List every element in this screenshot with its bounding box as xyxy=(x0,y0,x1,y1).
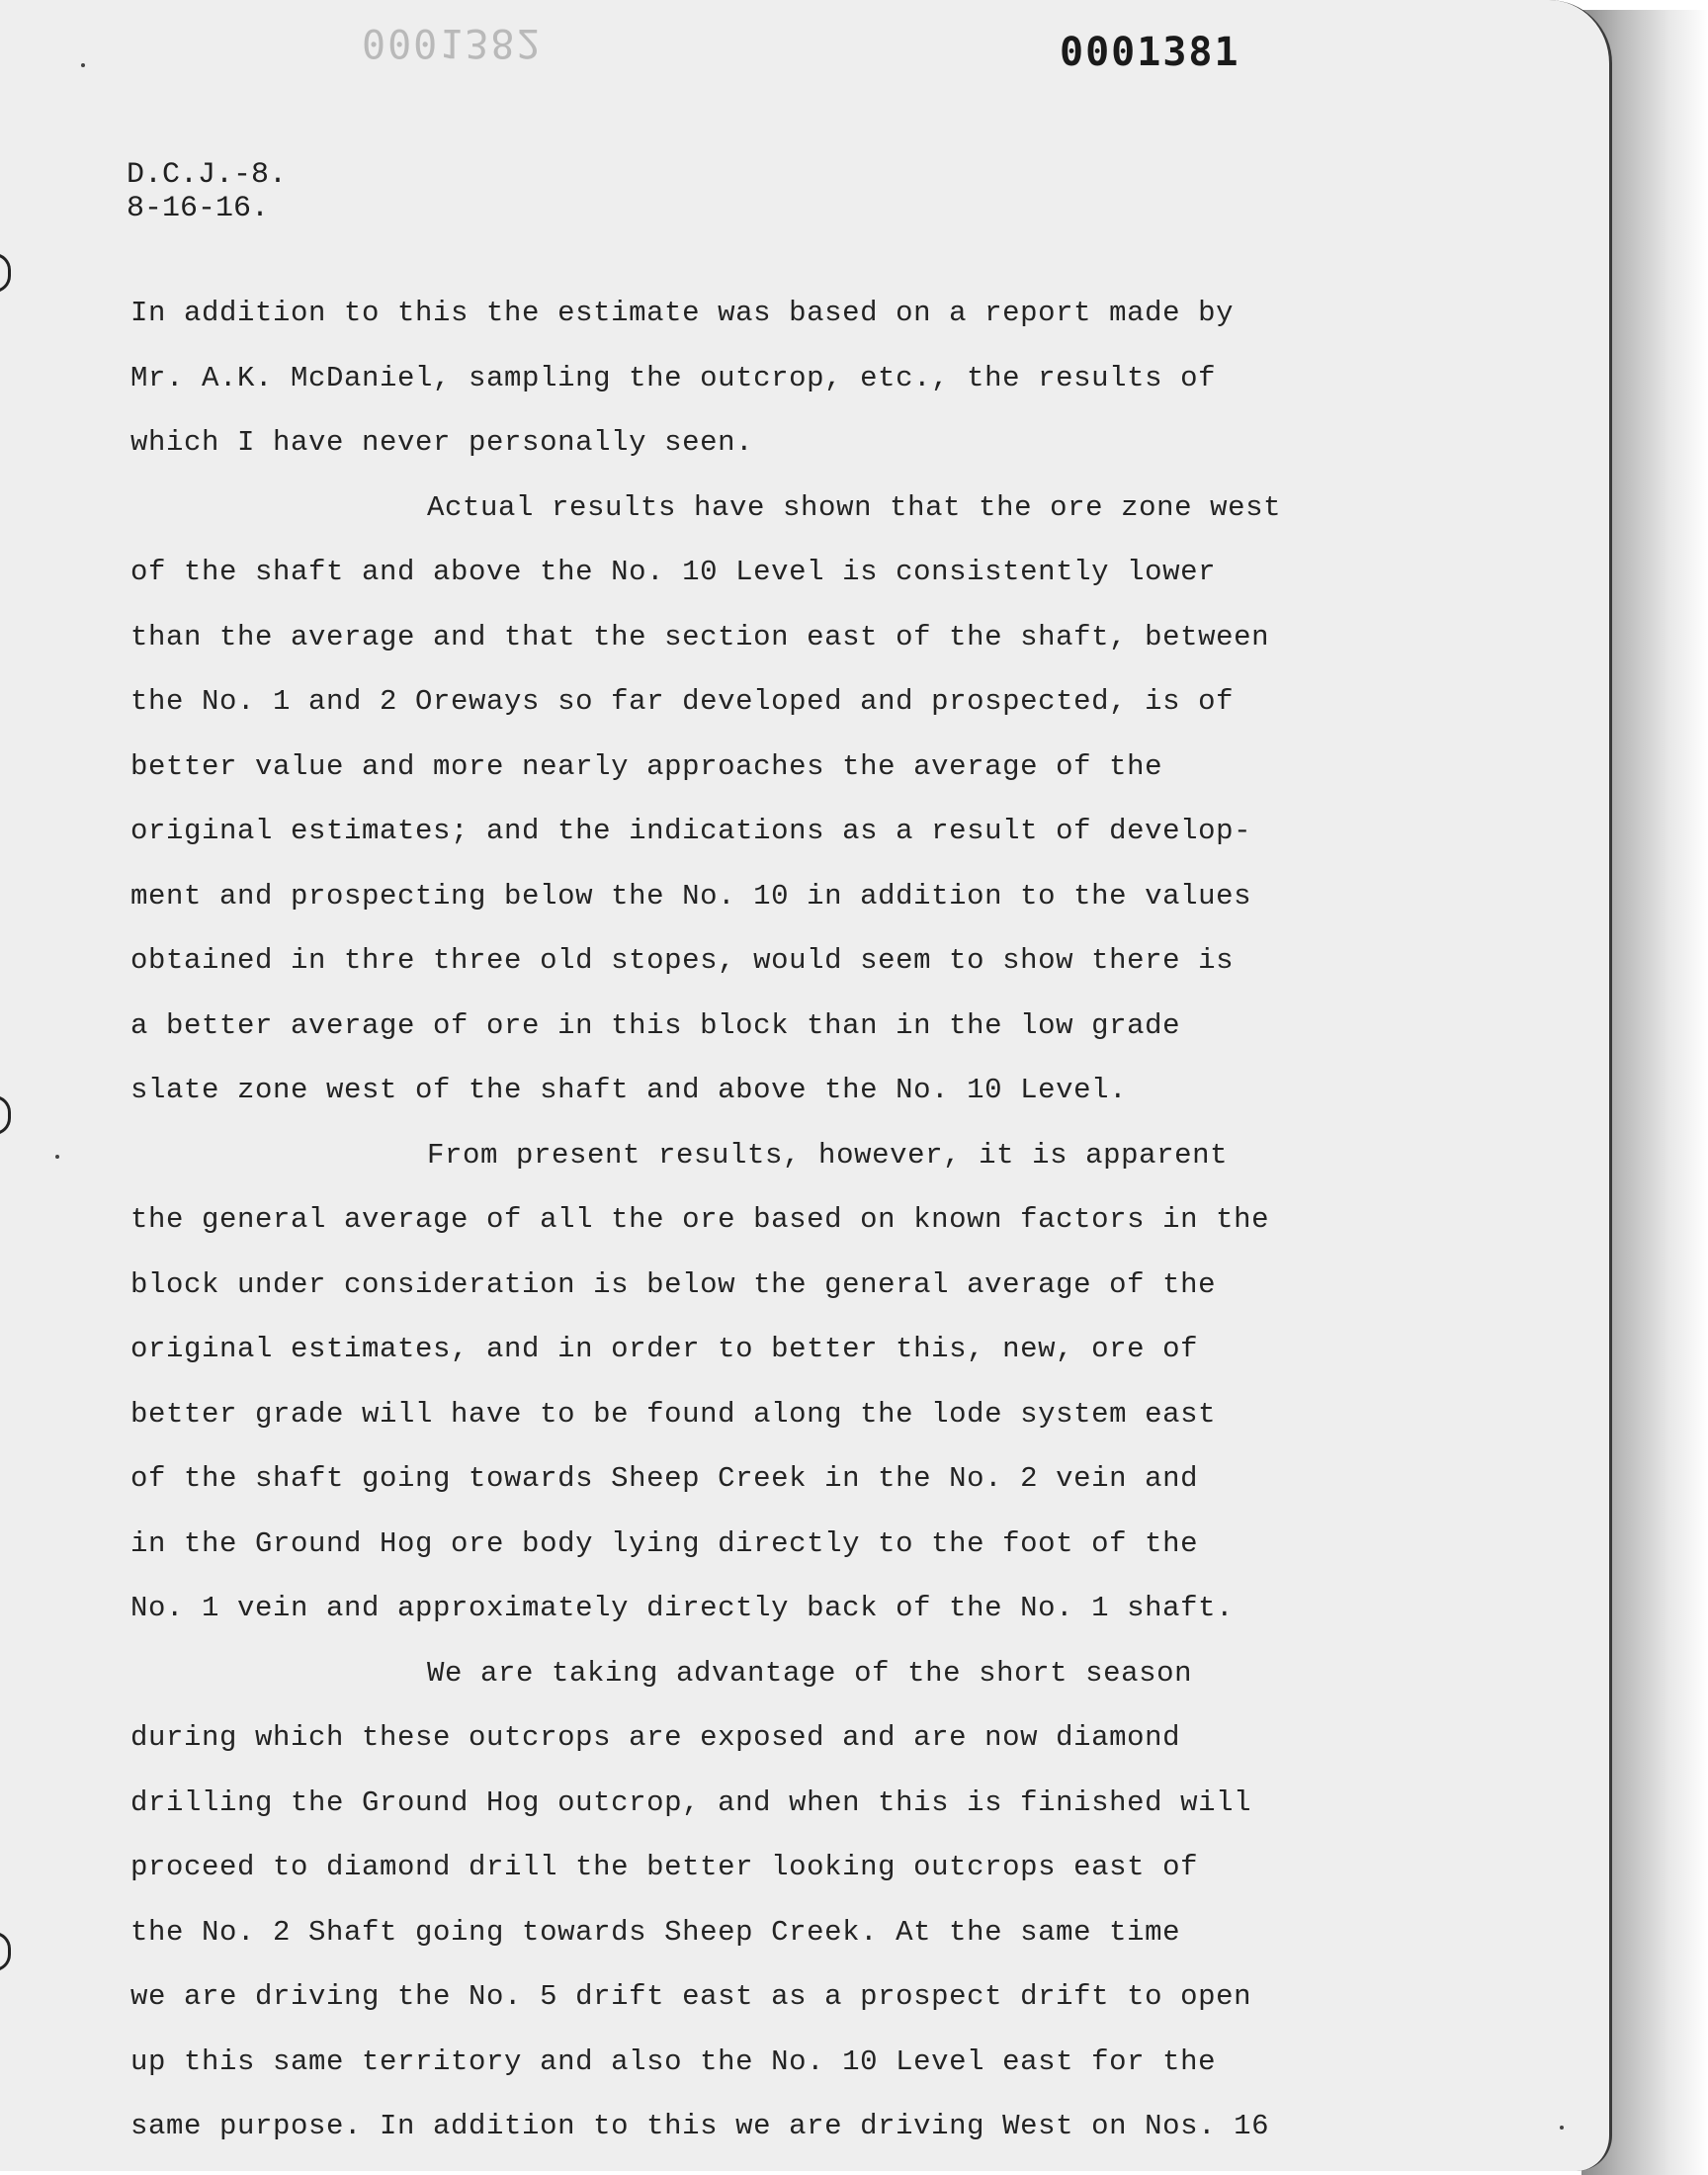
bates-stamp: 0001381 xyxy=(1060,30,1240,75)
text-line: original estimates; and the indications as a result of develop- xyxy=(130,815,1252,847)
text-line: than the average and that the section east of the shaft, between xyxy=(130,620,1270,653)
text-line: block under consideration is below the general average of the xyxy=(130,1267,1217,1301)
text-line: the No. 2 Shaft going towards Sheep Creek. At the same time xyxy=(130,1915,1181,1949)
text-line: better grade will have to be found along the lode system east xyxy=(130,1397,1217,1431)
text-line: Actual results have shown that the ore zone west xyxy=(427,490,1282,524)
text-line: better value and more nearly approaches the average of the xyxy=(130,749,1163,783)
text-line: From present results, however, it is apparent xyxy=(427,1138,1229,1172)
speck xyxy=(1560,2126,1564,2130)
text-line: of the shaft going towards Sheep Creek in the No. 2 vein and xyxy=(130,1462,1199,1495)
document-body xyxy=(130,281,1435,2159)
speck xyxy=(55,1155,59,1159)
text-line: same purpose. In addition to this we are driving West on Nos. 16 xyxy=(130,2110,1270,2142)
text-line: during which these outcrops are exposed and are now diamond xyxy=(130,1721,1181,1754)
text-line: the No. 1 and 2 Oreways so far developed and prospected, is of xyxy=(130,685,1235,718)
text-line: original estimates, and in order to better this, new, ore of xyxy=(130,1333,1199,1365)
text-line: of the shaft and above the No. 10 Level is consistently lower xyxy=(130,556,1217,588)
text-line: slate zone west of the shaft and above the No. 10 Level. xyxy=(130,1074,1128,1106)
text-line: a better average of ore in this block than in the low grade xyxy=(130,1008,1181,1042)
text-line: In addition to this the estimate was based on a report made by xyxy=(130,297,1235,329)
faded-bates-stamp: 0001382 xyxy=(362,20,543,65)
text-line: proceed to diamond drill the better looking outcrops east of xyxy=(130,1851,1199,1883)
text-line: Mr. A.K. McDaniel, sampling the outcrop, etc., the results of xyxy=(130,361,1217,394)
punch-hole-mark xyxy=(0,253,11,293)
text-line: the general average of all the ore based on known factors in the xyxy=(130,1203,1270,1236)
text-line: drilling the Ground Hog outcrop, and when this is finished will xyxy=(130,1785,1252,1819)
text-line: up this same territory and also the No. 10 Level east for the xyxy=(130,2044,1217,2078)
text-line: obtained in thre three old stopes, would seem to show there is xyxy=(130,944,1235,977)
document-date: 8-16-16. xyxy=(127,192,270,225)
speck xyxy=(81,63,85,67)
text-line: ment and prospecting below the No. 10 in addition to the values xyxy=(130,879,1252,913)
text-line: we are driving the No. 5 drift east as a prospect drift to open xyxy=(130,1980,1252,2013)
punch-hole-mark xyxy=(0,1095,11,1135)
text-line: No. 1 vein and approximately directly back of the No. 1 shaft. xyxy=(130,1592,1235,1624)
punch-hole-mark xyxy=(0,1932,11,1971)
document-header xyxy=(127,158,287,225)
reference-code: D.C.J.-8. xyxy=(127,158,288,192)
text-line: which I have never personally seen. xyxy=(130,426,754,459)
text-line: in the Ground Hog ore body lying directly to the foot of the xyxy=(130,1526,1199,1560)
text-line: We are taking advantage of the short season xyxy=(427,1656,1193,1690)
